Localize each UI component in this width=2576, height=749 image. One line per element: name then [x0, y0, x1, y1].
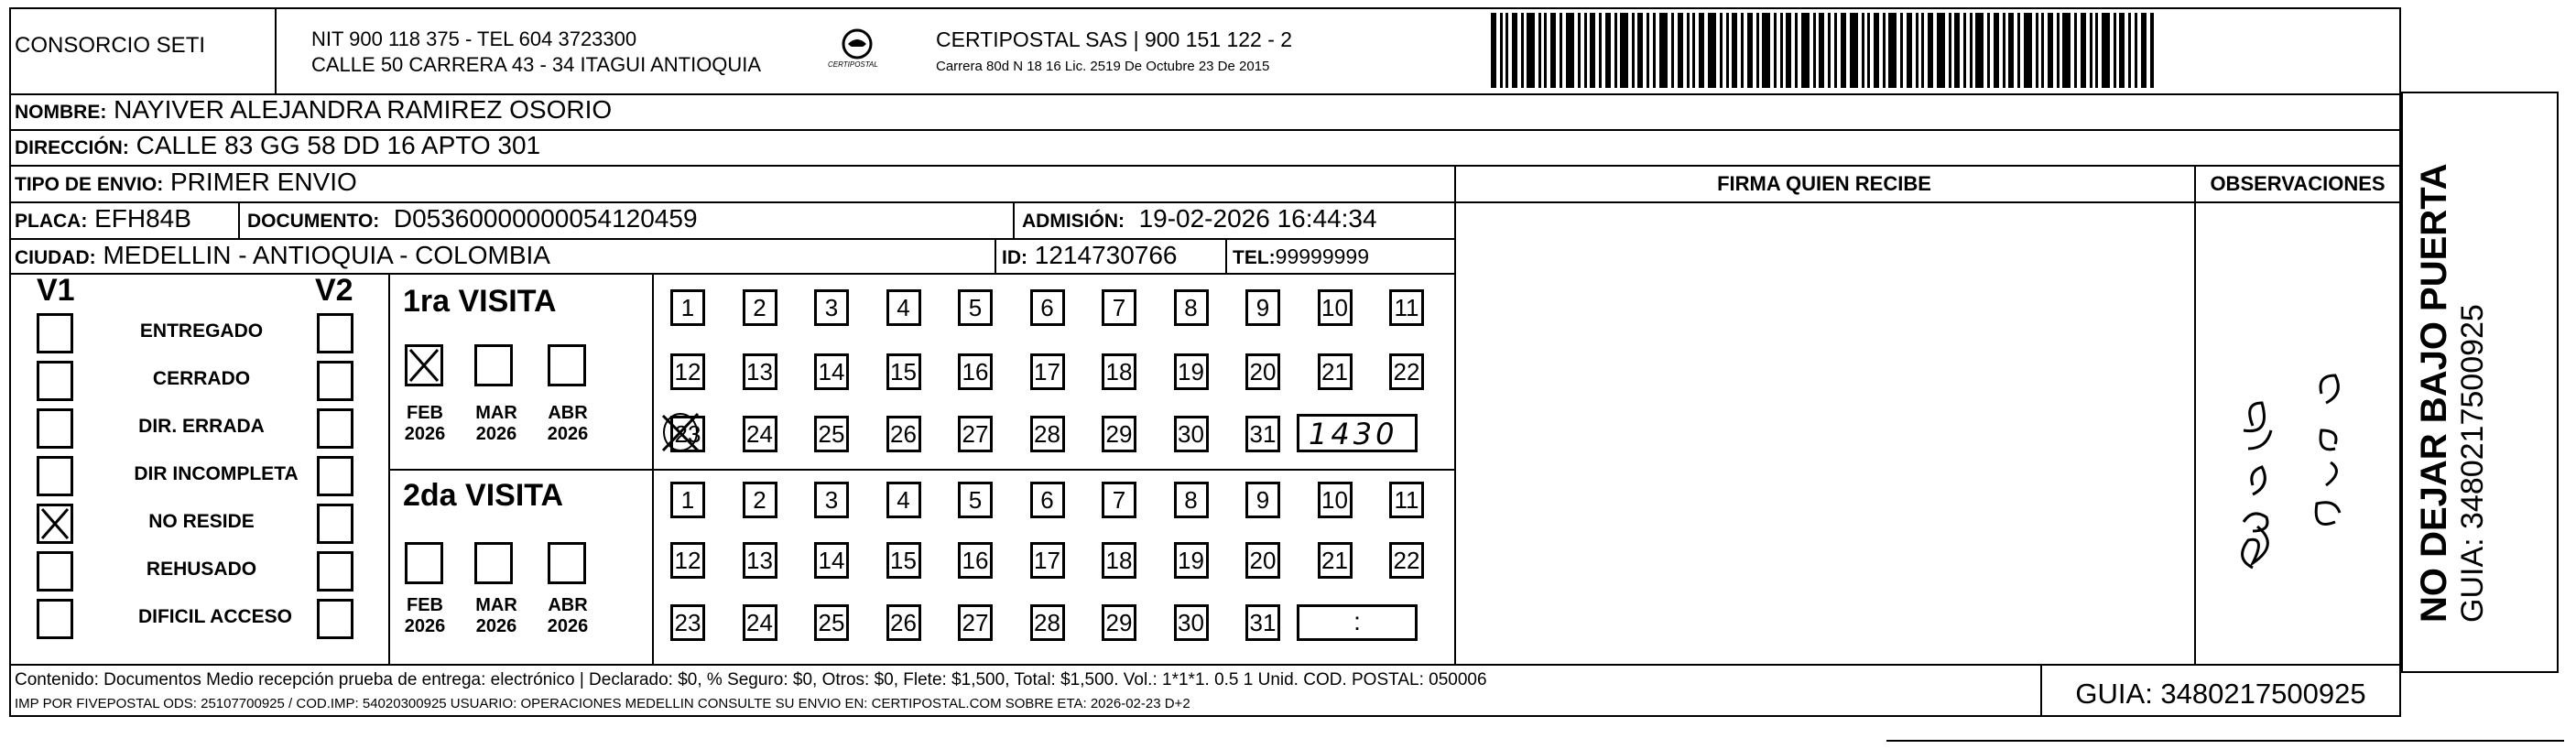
first-day-20[interactable]: 20 — [1245, 353, 1280, 390]
first-visit-time-box[interactable] — [1297, 414, 1418, 452]
first-month-abr — [540, 403, 595, 445]
second-day-5[interactable]: 5 — [958, 482, 993, 518]
second-day-13[interactable]: 13 — [743, 542, 777, 579]
reason-rehusado: REHUSADO — [146, 559, 257, 580]
month-year: 2026 — [475, 616, 517, 636]
certipostal-line: CERTIPOSTAL SAS | 900 151 122 - 2 — [936, 27, 1293, 51]
checked-x-icon — [39, 506, 71, 541]
placa-label: PLACA: — [15, 211, 88, 232]
second-day-11[interactable]: 11 — [1389, 482, 1424, 518]
observaciones-left-border — [2194, 165, 2196, 664]
first-month-mar — [469, 403, 524, 445]
first-day-26[interactable]: 26 — [886, 416, 921, 452]
tel-value: 99999999 — [1275, 244, 1369, 268]
second-day-17[interactable]: 17 — [1030, 542, 1065, 579]
v2-rehusado-checkbox[interactable] — [317, 551, 353, 592]
footer-line-1: Contenido: Documentos Medio recepción prueba de entrega: electrónico | Declarado: $0, % Seguro: $0, Otros: $0, Flete: $1,500, Total: $1,500. Vol.: 1*1*1. 0.5 1 Unid. COD. POSTAL: 050006 — [15, 670, 1487, 689]
second-day-16[interactable]: 16 — [958, 542, 993, 579]
barcode — [1491, 13, 2154, 88]
month-year: 2026 — [547, 616, 589, 636]
footer-line-2: IMP POR FIVEPOSTAL ODS: 25107700925 / COD.IMP: 54020300925 USUARIO: OPERACIONES MEDELLIN CONSULTE SU ENVIO EN: CERTIPOSTAL.COM SOBRE ETA: 2026-02-23 D+2 — [15, 696, 1190, 711]
first-day-14[interactable]: 14 — [814, 353, 849, 390]
first-day-25[interactable]: 25 — [814, 416, 849, 452]
month-year: 2026 — [475, 424, 517, 444]
first-feb-checkbox[interactable] — [405, 344, 443, 386]
v1-no-reside-checkbox[interactable] — [37, 504, 73, 544]
second-visit-time: : — [1353, 607, 1361, 635]
ciudad-label: CIUDAD: — [15, 247, 96, 268]
reason-no-reside: NO RESIDE — [148, 511, 255, 532]
row-line-6 — [9, 273, 1454, 275]
second-day-15[interactable]: 15 — [886, 542, 921, 579]
first-day-18[interactable]: 18 — [1102, 353, 1136, 390]
second-day-18[interactable]: 18 — [1102, 542, 1136, 579]
row-line-5 — [9, 238, 1454, 240]
second-day-24[interactable]: 24 — [743, 604, 777, 641]
first-day-17[interactable]: 17 — [1030, 353, 1065, 390]
day-23-cross-icon — [658, 408, 703, 456]
no-dejar-text: NO DEJAR BAJO PUERTA — [2414, 163, 2454, 623]
first-day-6[interactable]: 6 — [1030, 289, 1065, 326]
scan-edge-line — [1886, 740, 2564, 742]
first-day-7[interactable]: 7 — [1102, 289, 1136, 326]
second-day-23[interactable]: 23 — [670, 604, 705, 641]
id-label: ID: — [1002, 247, 1027, 268]
admision-divider — [1013, 201, 1015, 238]
v1-cerrado-checkbox[interactable] — [37, 361, 73, 401]
firma-label: FIRMA QUIEN RECIBE — [1717, 172, 1931, 195]
month-year: 2026 — [404, 424, 446, 444]
second-day-21[interactable]: 21 — [1318, 542, 1353, 579]
second-month-mar — [469, 595, 524, 637]
header-divider — [275, 7, 277, 94]
nombre-value: NAYIVER ALEJANDRA RAMIREZ OSORIO — [114, 95, 613, 124]
v1-dir-incompleta-checkbox[interactable] — [37, 456, 73, 496]
second-day-26[interactable]: 26 — [886, 604, 921, 641]
first-abr-checkbox[interactable] — [548, 344, 586, 386]
checked-x-icon — [408, 347, 440, 384]
documento-value: D05360000000054120459 — [393, 204, 698, 233]
placa-value: EFH84B — [94, 204, 191, 233]
logo-text: CERTIPOSTAL — [828, 60, 878, 69]
first-day-3[interactable]: 3 — [814, 289, 849, 326]
nombre-row — [15, 95, 612, 125]
v1-label: V1 — [37, 273, 75, 308]
second-mar-checkbox[interactable] — [474, 542, 513, 584]
month-name: ABR — [548, 595, 588, 615]
documento-row — [247, 204, 698, 233]
first-day-4[interactable]: 4 — [886, 289, 921, 326]
v1-dificil-acceso-checkbox[interactable] — [37, 599, 73, 639]
second-day-1[interactable]: 1 — [670, 482, 705, 518]
ciudad-row — [15, 241, 550, 270]
first-day-8[interactable]: 8 — [1174, 289, 1209, 326]
handwritten-note — [2198, 293, 2381, 595]
first-day-12[interactable]: 12 — [670, 353, 705, 390]
first-visit-time: 1430 — [1309, 417, 1398, 451]
second-day-4[interactable]: 4 — [886, 482, 921, 518]
ciudad-value: MEDELLIN - ANTIOQUIA - COLOMBIA — [103, 241, 550, 269]
second-month-abr — [540, 595, 595, 637]
first-day-15[interactable]: 15 — [886, 353, 921, 390]
v1-rehusado-checkbox[interactable] — [37, 551, 73, 592]
second-day-12[interactable]: 12 — [670, 542, 705, 579]
nombre-label: NOMBRE: — [15, 102, 107, 123]
first-mar-checkbox[interactable] — [474, 344, 513, 386]
admision-label: ADMISIÓN: — [1022, 211, 1125, 232]
reason-entregado: ENTREGADO — [139, 320, 264, 342]
first-day-5[interactable]: 5 — [958, 289, 993, 326]
firma-left-border — [1454, 165, 1456, 664]
second-day-31[interactable]: 31 — [1245, 604, 1280, 641]
footer-top-line — [9, 664, 2401, 666]
documento-label: DOCUMENTO: — [247, 211, 380, 232]
second-feb-checkbox[interactable] — [405, 542, 443, 584]
month-name: FEB — [407, 595, 443, 615]
reason-dificil-acceso: DIFICIL ACCESO — [137, 606, 292, 627]
nit-line: NIT 900 118 375 - TEL 604 3723300 — [311, 27, 637, 50]
admision-value: 19-02-2026 16:44:34 — [1138, 204, 1377, 233]
first-day-2[interactable]: 2 — [743, 289, 777, 326]
first-month-feb — [397, 403, 452, 445]
placa-divider — [238, 201, 240, 238]
company-name: CONSORCIO SETI — [15, 33, 206, 58]
first-day-29[interactable]: 29 — [1102, 416, 1136, 452]
second-day-9[interactable]: 9 — [1245, 482, 1280, 518]
admision-row — [1022, 204, 1377, 233]
month-name: FEB — [407, 403, 443, 423]
address-line: CALLE 50 CARRERA 43 - 34 ITAGUI ANTIOQUIA — [311, 53, 762, 76]
tel-divider — [1225, 238, 1227, 273]
second-abr-checkbox[interactable] — [548, 542, 586, 584]
first-day-11[interactable]: 11 — [1389, 289, 1424, 326]
row-line-3 — [9, 165, 2401, 167]
v2-label: V2 — [315, 273, 353, 308]
guia-vertical-text: GUIA: 3480217500925 — [2455, 304, 2490, 623]
reason-dir-errada: DIR. ERRADA — [138, 416, 265, 437]
second-day-6[interactable]: 6 — [1030, 482, 1065, 518]
second-day-29[interactable]: 29 — [1102, 604, 1136, 641]
second-day-8[interactable]: 8 — [1174, 482, 1209, 518]
second-day-28[interactable]: 28 — [1030, 604, 1065, 641]
month-name: ABR — [548, 403, 588, 423]
v2-cerrado-checkbox[interactable] — [317, 361, 353, 401]
first-day-21[interactable]: 21 — [1318, 353, 1353, 390]
direccion-label: DIRECCIÓN: — [15, 137, 129, 158]
v2-dir-incompleta-checkbox[interactable] — [317, 456, 353, 496]
first-day-10[interactable]: 10 — [1318, 289, 1353, 326]
first-day-23[interactable]: 23 — [670, 416, 705, 452]
first-day-1[interactable]: 1 — [670, 289, 705, 326]
visit-split-line — [388, 469, 1454, 471]
side-vertical-text — [2414, 163, 2491, 623]
first-day-30[interactable]: 30 — [1174, 416, 1209, 452]
v2-entregado-checkbox[interactable] — [317, 313, 353, 353]
reason-cerrado: CERRADO — [152, 368, 251, 389]
direccion-row — [15, 131, 540, 160]
first-day-24[interactable]: 24 — [743, 416, 777, 452]
v2-dir-errada-checkbox[interactable] — [317, 408, 353, 449]
month-name: MAR — [475, 595, 517, 615]
second-day-20[interactable]: 20 — [1245, 542, 1280, 579]
tipo-label: TIPO DE ENVIO: — [15, 174, 164, 195]
id-value: 1214730766 — [1034, 241, 1178, 269]
tel-label: TEL: — [1233, 247, 1276, 268]
second-visit-title: 2da VISITA — [403, 478, 564, 513]
first-day-19[interactable]: 19 — [1174, 353, 1209, 390]
first-day-16[interactable]: 16 — [958, 353, 993, 390]
v1-entregado-checkbox[interactable] — [37, 313, 73, 353]
second-day-30[interactable]: 30 — [1174, 604, 1209, 641]
second-month-feb — [397, 595, 452, 637]
tipo-row — [15, 168, 357, 197]
tipo-value: PRIMER ENVIO — [169, 168, 357, 196]
month-year: 2026 — [404, 616, 446, 636]
second-visit-time-box[interactable] — [1297, 604, 1418, 641]
first-visit-title: 1ra VISITA — [403, 284, 557, 319]
second-day-22[interactable]: 22 — [1389, 542, 1424, 579]
row-line-4 — [9, 201, 1454, 203]
second-day-10[interactable]: 10 — [1318, 482, 1353, 518]
first-day-22[interactable]: 22 — [1389, 353, 1424, 390]
first-day-27[interactable]: 27 — [958, 416, 993, 452]
id-row — [1002, 241, 1178, 270]
tel-row — [1233, 241, 1369, 270]
second-day-7[interactable]: 7 — [1102, 482, 1136, 518]
month-name: MAR — [475, 403, 517, 423]
second-day-3[interactable]: 3 — [814, 482, 849, 518]
v1-dir-errada-checkbox[interactable] — [37, 408, 73, 449]
observaciones-label: OBSERVACIONES — [2210, 172, 2386, 195]
second-day-19[interactable]: 19 — [1174, 542, 1209, 579]
first-day-31[interactable]: 31 — [1245, 416, 1280, 452]
id-divider — [995, 238, 996, 273]
v2-dificil-acceso-checkbox[interactable] — [317, 599, 353, 639]
firma-header-line — [1454, 201, 2401, 203]
footer-guia: GUIA: 3480217500925 — [2075, 678, 2366, 710]
reason-dir-incompleta: DIR INCOMPLETA — [134, 463, 299, 484]
placa-row — [15, 204, 191, 233]
first-day-28[interactable]: 28 — [1030, 416, 1065, 452]
first-day-13[interactable]: 13 — [743, 353, 777, 390]
month-year: 2026 — [547, 424, 589, 444]
license-line: Carrera 80d N 18 16 Lic. 2519 De Octubre 23 De 2015 — [936, 59, 1270, 74]
second-day-2[interactable]: 2 — [743, 482, 777, 518]
second-day-14[interactable]: 14 — [814, 542, 849, 579]
certipostal-logo-icon — [831, 27, 883, 77]
direccion-value: CALLE 83 GG 58 DD 16 APTO 301 — [136, 131, 541, 159]
first-day-9[interactable]: 9 — [1245, 289, 1280, 326]
second-day-25[interactable]: 25 — [814, 604, 849, 641]
second-day-27[interactable]: 27 — [958, 604, 993, 641]
v2-no-reside-checkbox[interactable] — [317, 504, 353, 544]
